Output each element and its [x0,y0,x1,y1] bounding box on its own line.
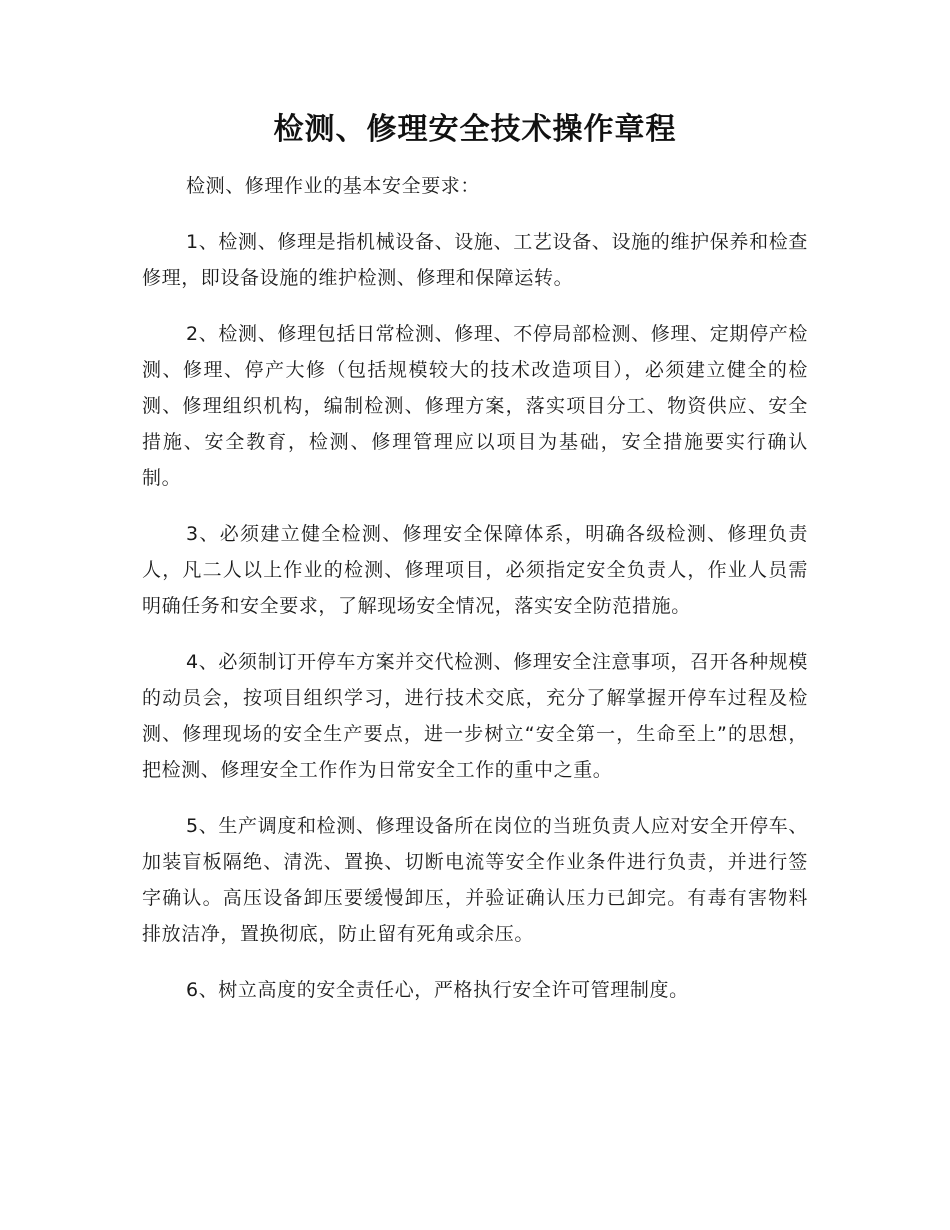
paragraph-5: 5、生产调度和检测、修理设备所在岗位的当班负责人应对安全开停车、加装盲板隔绝、清洗、置换、切断电流等安全作业条件进行负责，并进行签字确认。高压设备卸压要缓慢卸压，并验证确认压力已卸完。有毒有害物料排放洁净，置换彻底，防止留有死角或余压。 [142,815,808,945]
paragraph-2: 2、检测、修理包括日常检测、修理、不停局部检测、修理、定期停产检测、修理、停产大修（包括规模较大的技术改造项目），必须建立健全的检测、修理组织机构，编制检测、修理方案，落实项目分工、物资供应、安全措施、安全教育，检测、修理管理应以项目为基础，安全措施要实行确认制。 [142,323,808,489]
paragraph-1: 1、检测、修理是指机械设备、设施、工艺设备、设施的维护保养和检查修理，即设备设施的维护检测、修理和保障运转。 [142,231,808,289]
paragraph-4: 4、必须制订开停车方案并交代检测、修理安全注意事项，召开各种规模的动员会，按项目组织学习，进行技术交底，充分了解掌握开停车过程及检测、修理现场的安全生产要点，进一步树立“安全第一，生命至上”的思想，把检测、修理安全工作作为日常安全工作的重中之重。 [142,651,808,781]
document-title: 检测、修理安全技术操作章程 [273,112,677,147]
paragraph-3: 3、必须建立健全检测、修理安全保障体系，明确各级检测、修理负责人，凡二人以上作业的检测、修理项目，必须指定安全负责人，作业人员需明确任务和安全要求，了解现场安全情况，落实安全防范措施。 [142,523,808,617]
paragraph-intro: 检测、修理作业的基本安全要求： [186,175,481,197]
document-body [142,168,808,1028]
paragraph-6: 6、树立高度的安全责任心，严格执行安全许可管理制度。 [186,979,689,1001]
